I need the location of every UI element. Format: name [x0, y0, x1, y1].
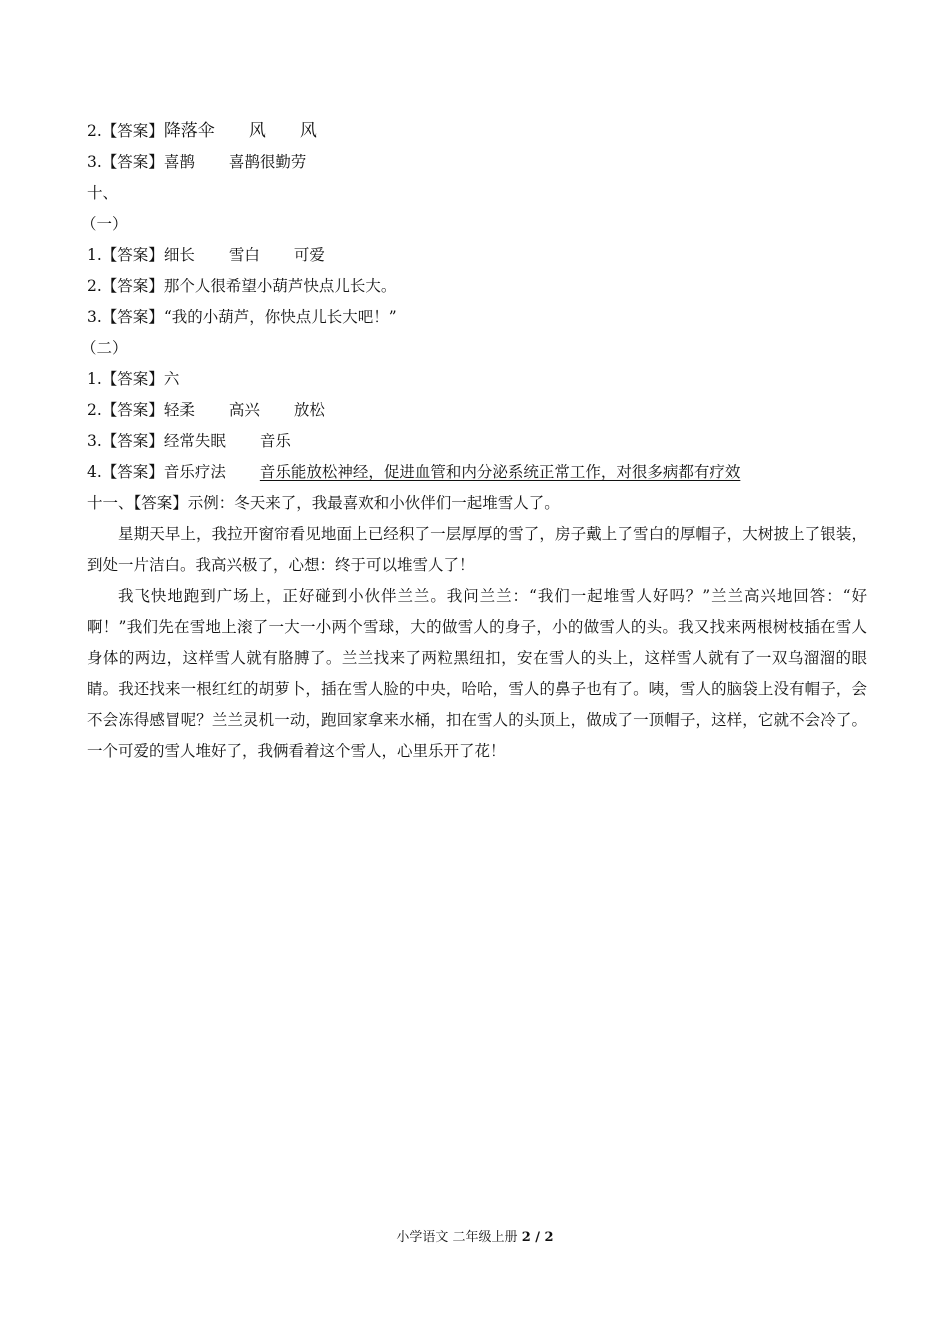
- page-footer: [0, 1226, 950, 1245]
- item-number: 2.: [87, 401, 102, 419]
- answer-text: 那个人很希望小葫芦快点儿长大。: [163, 277, 397, 295]
- answer-10-1-2: [87, 271, 867, 302]
- answer-10-1-1: [87, 240, 867, 271]
- section-10-heading: 十、: [87, 184, 119, 202]
- answer-tag: 【答案】: [133, 494, 188, 512]
- answer-tag: 【答案】: [101, 308, 164, 326]
- answer-11: [87, 488, 867, 519]
- answer-text: 雪白: [228, 246, 260, 264]
- item-number: 4.: [87, 463, 102, 481]
- essay-paragraph-1: 星期天早上，我拉开窗帘看见地面上已经积了一层厚厚的雪了，房子戴上了雪白的厚帽子，大树披上了银装，到处一片洁白。我高兴极了，心想：终于可以堆雪人了！: [87, 525, 867, 574]
- answer-text: 细长: [163, 246, 195, 264]
- answer-content: [81, 116, 867, 767]
- item-number: 2.: [87, 122, 102, 140]
- subsection-10-1-heading: （一）: [81, 215, 128, 233]
- answer-text: 轻柔: [163, 401, 195, 419]
- underlined-answer-text: 音乐能放松神经，促进血管和内分泌系统正常工作，对很多病都有疗效: [259, 463, 741, 481]
- answer-text: 示例：冬天来了，我最喜欢和小伙伴们一起堆雪人了。: [187, 494, 560, 512]
- answer-text: 六: [163, 370, 180, 388]
- subsection-10-2-heading: （二）: [81, 339, 128, 357]
- answer-9-2: [87, 116, 867, 147]
- essay-paragraph-2: 我飞快地跑到广场上，正好碰到小伙伴兰兰。我问兰兰：“我们一起堆雪人好吗？”兰兰高兴地回答：“好啊！”我们先在雪地上滚了一大一小两个雪球，大的做雪人的身子，小的做雪人的头。我又找来两根树枝插在雪人身体的两边，这样雪人就有胳膊了。兰兰找来了两粒黑纽扣，安在雪人的头上，这样雪人就有了一双乌溜溜的眼睛。我还找来一根红红的胡萝卜，插在雪人脸的中央，哈哈，雪人的鼻子也有了。咦，雪人的脑袋上没有帽子，会不会冻得感冒呢？兰兰灵机一动，跑回家拿来水桶，扣在雪人的头顶上，做成了一顶帽子，这样，它就不会冷了。一个可爱的雪人堆好了，我俩看着这个雪人，心里乐开了花！: [87, 587, 867, 760]
- answer-tag: 【答案】: [101, 370, 164, 388]
- answer-text: 音乐: [259, 432, 291, 450]
- answer-text: 高兴: [228, 401, 260, 419]
- answer-text: 音乐疗法: [163, 463, 226, 481]
- answer-10-2-4: [87, 457, 867, 488]
- answer-text: 可爱: [293, 246, 325, 264]
- answer-tag: 【答案】: [101, 463, 164, 481]
- answer-tag: 【答案】: [101, 246, 164, 264]
- answer-10-2-2: [87, 395, 867, 426]
- answer-tag: 【答案】: [101, 122, 164, 140]
- answer-tag: 【答案】: [101, 277, 164, 295]
- item-number: 1.: [87, 370, 102, 388]
- answer-text: 喜鹊很勤劳: [228, 153, 307, 171]
- answer-10-1-3: [87, 302, 867, 333]
- answer-text: 降落伞: [163, 121, 215, 141]
- answer-10-2-1: [87, 364, 867, 395]
- answer-text: 喜鹊: [163, 153, 195, 171]
- answer-tag: 【答案】: [101, 401, 164, 419]
- answer-tag: 【答案】: [101, 153, 164, 171]
- answer-9-3: [87, 147, 867, 178]
- answer-text: 风: [248, 121, 266, 141]
- item-number: 2.: [87, 277, 102, 295]
- answer-text: “我的小葫芦，你快点儿长大吧！”: [163, 308, 397, 326]
- answer-text: 经常失眠: [163, 432, 226, 450]
- answer-text: 放松: [293, 401, 325, 419]
- answer-tag: 【答案】: [101, 432, 164, 450]
- answer-10-2-3: [87, 426, 867, 457]
- item-number: 1.: [87, 246, 102, 264]
- item-number: 3.: [87, 432, 102, 450]
- item-number: 3.: [87, 153, 102, 171]
- item-number: 3.: [87, 308, 102, 326]
- footer-subject: 小学语文 二年级上册: [396, 1230, 518, 1245]
- answer-text: 风: [299, 121, 317, 141]
- page-number: 2 / 2: [521, 1230, 554, 1245]
- section-11-label: 十一、: [87, 494, 134, 512]
